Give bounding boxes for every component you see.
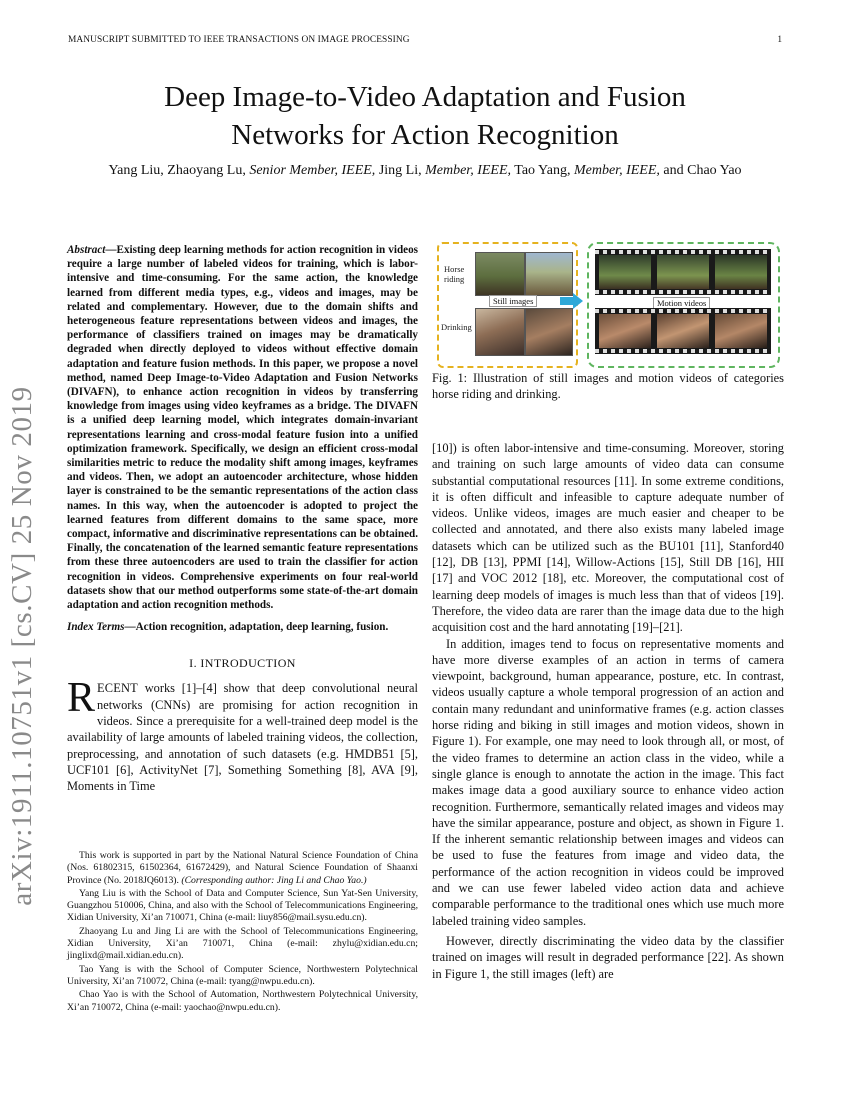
video-frame [657,255,709,289]
filmstrip-holes-bottom [595,290,771,294]
index-terms-text: —Action recognition, adaptation, deep learning, fusion. [124,621,389,634]
index-terms [67,620,418,634]
author-list [60,163,790,179]
right-paragraph-1: [10]) is often labor-intensive and time-consuming. Moreover, storing and training on such large amounts of video data can consume substantial computational resources [11]. In some extreme conditions, it is often difficult and infeasible to capture adequate number of videos. Unlike videos, images are much easier and cheaper to be collected and annotated, and there also exists many labeled image datasets which can be utilized such as the BU101 [11], Stanford40 [12], DB [13], PPMI [14], Willow-Actions [15], Still DB [16], HII [17] and VOC 2012 [18], etc. Moreover, the computational cost of learning deep models of images is much less than that of videos [19]. Therefore, the video data are rarer than the image data due to the high acquisition cost and the hard annotating [19]–[21]. [432,441,784,635]
running-header: MANUSCRIPT SUBMITTED TO IEEE TRANSACTIONS ON IMAGE PROCESSING [68,35,410,45]
video-frame [599,255,651,289]
title-line-2: Networks for Action Recognition [231,119,619,151]
filmstrip-holes-top [595,250,771,254]
abstract-lead: Abstract [67,244,106,256]
footnote-funding-text: This work is supported in part by the National Natural Science Foundation of China (Nos. 61802315, 61502364, 61672429), and Natural Science Foundation of Shaanxi Province (No. 2018JQ6013). [67,850,418,886]
video-frame [657,314,709,348]
abstract-text: —Existing deep learning methods for action recognition in videos require a large number of labeled videos for training, which is labor-intensive and time-consuming. For the same action, the knowledge learned from different media types, e.g., videos and images, may be related and complementary. However, due to the domain shifts and heterogeneous feature representations between videos and images, the performance of classifiers trained on images may be dramatically degraded when directly deployed to videos without effective domain adaptation and feature fusion methods. In this paper, we propose a novel method, named Deep Image-to-Video Adaptation and Fusion Networks (DIVAFN), to enhance action recognition in videos by transferring knowledge from images using video keyframes as a bridge. The DIVAFN is a unified deep learning model, which integrates domain-invariant representations learning and cross-modal feature fusion into a unified optimization framework. Specifically, we design an efficient cross-modal similarities metric to reduce the modality shift among images, keyframes and videos. Then, we adopt an autoencoder architecture, whose hidden layer is constrained to be the semantic representations of the action class names. In this way, when the autoencoder is adopted to project the learned features from different domains to the same space, more compact, informative and discriminative representations can be obtained. Finally, the concatenation of the learned semantic feature representations from these three autoencoders are used to train the classifier for action recognition in videos. Comprehensive experiments on four real-world datasets show that our method outperforms some state-of-the-art domain adaptation and action recognition methods. [67,244,418,612]
footnote-corresponding: (Corresponding author: Jing Li and Chao Yao.) [181,874,367,886]
filmstrip-holes-bottom [595,349,771,353]
intro-text: works [1]–[4] show that deep convolutional neural networks (CNNs) are promising for action recognition in videos. Since a prerequisite for a well-trained deep model is the availability of large amounts of labeled training videos, the collection, preprocessing, and annotation of such datasets (e.g. HMDB51 [5], UCF101 [6], ActivityNet [7], Something Something [8], AVA [9], Moments in Time [67,681,418,794]
video-frame [599,314,651,348]
author-group-2: Jing Li, [375,163,426,178]
intro-first-word: ECENT [97,681,138,696]
author-group-3: Tao Yang, [511,163,574,178]
abstract [67,243,418,612]
label-drinking: Drinking [441,322,472,332]
figure-1-caption: Fig. 1: Illustration of still images and motion videos of categories horse riding and drinking. [432,371,784,402]
author-role-3: Member, IEEE, [573,163,660,178]
photo-horse-1 [475,252,525,296]
left-column [67,243,418,795]
label-still-images: Still images [489,295,537,307]
right-paragraph-3: However, directly discriminating the video data by the classifier trained on images will result in degraded performance [22]. As shown in Figure 1, the still images (left) are [432,933,784,981]
arxiv-stamp: arXiv:1911.10751v1 [cs.CV] 25 Nov 2019 [6,386,38,906]
photo-drinking-1 [475,308,525,356]
title-line-1: Deep Image-to-Video Adaptation and Fusion [164,81,686,113]
label-horse-riding: Horse riding [444,264,465,284]
author-group-1: Yang Liu, Zhaoyang Lu, [108,163,250,178]
label-motion-videos: Motion videos [653,297,710,309]
page-number: 1 [777,35,782,45]
footnote-yang-liu: Yang Liu is with the School of Data and Computer Science, Sun Yat-Sen University, Guangzhou 510006, China, and also with the School of Telecommunications Engineering, Xidian University, Xi’an 710071, China (e-mail: liuy856@mail.sysu.edu.cn). [67,887,418,924]
drop-cap: R [67,675,96,722]
section-heading-introduction: I. INTRODUCTION [189,656,296,671]
filmstrip-horse [595,249,771,295]
footnote-tao-yang: Tao Yang is with the School of Computer Science, Northwestern Polytechnical University, Xi’an 710072, China (e-mail: tyang@nwpu.edu.cn). [67,963,418,987]
video-frame [715,255,767,289]
photo-drinking-2 [525,308,573,356]
footnote-funding [67,850,418,887]
filmstrip-holes-top [595,309,771,313]
right-column [432,440,784,982]
author-role-1: Senior Member, IEEE, [249,163,376,178]
author-group-4: and Chao Yao [659,163,742,178]
footnotes [67,850,418,1015]
author-role-2: Member, IEEE, [425,163,512,178]
filmstrip-drinking [595,308,771,354]
index-terms-lead: Index Terms [67,621,125,634]
intro-paragraph [67,675,418,794]
photo-horse-2 [525,252,573,296]
footnote-chao-yao: Chao Yao is with the School of Automation, Northwestern Polytechnical University, Xi’an 710072, China (e-mail: yaochao@nwpu.edu.cn). [67,989,418,1013]
footnote-lu-li: Zhaoyang Lu and Jing Li are with the School of Telecommunications Engineering, Xidian University, Xi’an 710071, China (e-mail: zhylu@xidian.edu.cn; jinglixd@mail.xidian.edu.cn). [67,925,418,962]
paper-title [60,78,790,154]
video-frame [715,314,767,348]
figure-1 [437,242,783,368]
right-paragraph-2: In addition, images tend to focus on representative moments and have more diverse examples of an action in terms of camera viewpoint, background, human appearance, posture, etc. In contrast, videos usually capture a whole temporal progression of an action and contain many redundant and uninformative frames (e.g. action classes horse riding and biking in still images and motion videos, shown in Figure 1). For example, one may need to look through all, or most, of the video frames to determine an action class in the video, while a single glance is enough to annotate the action in the image. This fact makes image data a good auxiliary source to enhance video action recognition. Furthermore, semantically related images and videos may have the similar appearance, posture and object, as shown in Figure 1. If the inherent semantic relationship between images and videos can be used to fuse the features from image and video data, the performance of the action recognition in videos could be improved and we can use fewer labeled video action data and achieve comparable performance to the traditional ones which use much more labeled training video samples. [432,636,784,928]
arrow-head-icon [573,293,583,309]
arrow-shaft [560,297,574,305]
